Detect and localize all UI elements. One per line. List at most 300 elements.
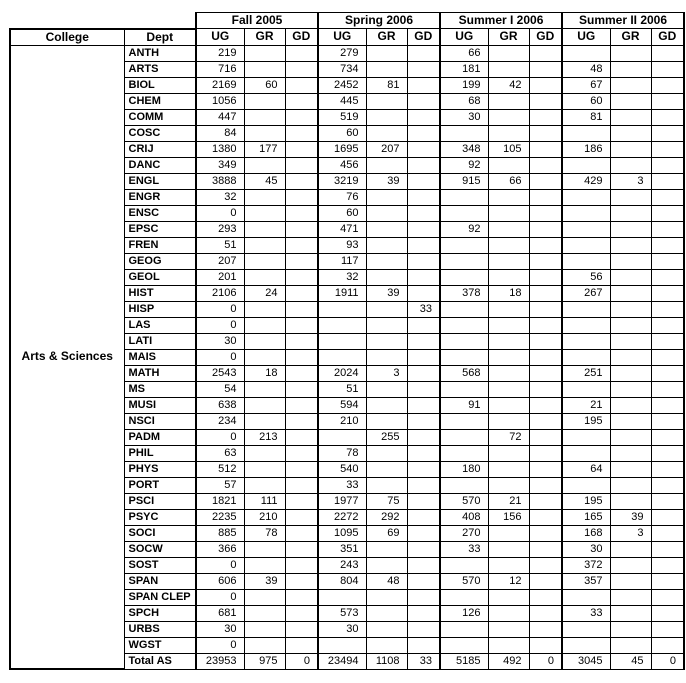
value-cell: 18	[244, 365, 285, 381]
value-cell	[285, 637, 318, 653]
value-cell: 33	[407, 301, 440, 317]
value-cell: 1095	[318, 525, 366, 541]
value-cell	[562, 477, 610, 493]
value-cell	[407, 109, 440, 125]
value-cell: 39	[366, 173, 407, 189]
dept-cell: COSC	[124, 125, 196, 141]
value-cell: 24	[244, 285, 285, 301]
value-cell	[651, 253, 684, 269]
value-cell	[366, 461, 407, 477]
value-cell: 594	[318, 397, 366, 413]
value-cell: 3	[610, 525, 651, 541]
dept-cell: MUSI	[124, 397, 196, 413]
value-cell	[244, 637, 285, 653]
value-cell	[562, 349, 610, 365]
value-cell	[285, 381, 318, 397]
value-cell	[285, 397, 318, 413]
value-cell: 606	[196, 573, 244, 589]
level-header: GR	[366, 29, 407, 46]
value-cell	[285, 269, 318, 285]
value-cell	[562, 637, 610, 653]
value-cell	[440, 445, 488, 461]
value-cell	[529, 621, 562, 637]
value-cell: 75	[366, 493, 407, 509]
value-cell	[366, 477, 407, 493]
value-cell: 349	[196, 157, 244, 173]
value-cell: 93	[318, 237, 366, 253]
value-cell	[440, 621, 488, 637]
value-cell	[529, 285, 562, 301]
value-cell	[407, 253, 440, 269]
value-cell	[610, 205, 651, 221]
value-cell: 568	[440, 365, 488, 381]
value-cell	[610, 93, 651, 109]
level-header: GD	[529, 29, 562, 46]
value-cell: 45	[244, 173, 285, 189]
value-cell	[285, 461, 318, 477]
value-cell	[610, 109, 651, 125]
value-cell	[407, 637, 440, 653]
value-cell	[610, 285, 651, 301]
value-cell	[529, 445, 562, 461]
value-cell: 3045	[562, 653, 610, 669]
value-cell	[285, 221, 318, 237]
value-cell: 81	[562, 109, 610, 125]
value-cell	[529, 477, 562, 493]
value-cell	[488, 45, 529, 61]
value-cell: 181	[440, 61, 488, 77]
value-cell	[244, 301, 285, 317]
level-header: UG	[562, 29, 610, 46]
value-cell	[610, 365, 651, 381]
value-cell	[651, 493, 684, 509]
level-header: UG	[318, 29, 366, 46]
value-cell	[651, 141, 684, 157]
value-cell: 1056	[196, 93, 244, 109]
value-cell	[610, 253, 651, 269]
value-cell: 39	[244, 573, 285, 589]
value-cell	[651, 173, 684, 189]
value-cell	[407, 285, 440, 301]
value-cell	[610, 397, 651, 413]
value-cell	[610, 221, 651, 237]
value-cell: 348	[440, 141, 488, 157]
value-cell	[285, 605, 318, 621]
value-cell	[529, 333, 562, 349]
value-cell: 84	[196, 125, 244, 141]
value-cell: 0	[285, 653, 318, 669]
value-cell: 186	[562, 141, 610, 157]
dept-cell: PSYC	[124, 509, 196, 525]
value-cell: 0	[196, 205, 244, 221]
value-cell	[407, 61, 440, 77]
value-cell	[366, 205, 407, 221]
value-cell	[562, 445, 610, 461]
value-cell	[366, 349, 407, 365]
value-cell	[488, 589, 529, 605]
value-cell	[244, 477, 285, 493]
value-cell	[651, 285, 684, 301]
value-cell	[366, 237, 407, 253]
value-cell	[244, 381, 285, 397]
value-cell: 2169	[196, 77, 244, 93]
value-cell	[651, 429, 684, 445]
value-cell	[366, 45, 407, 61]
value-cell: 1821	[196, 493, 244, 509]
value-cell	[562, 589, 610, 605]
value-cell: 72	[488, 429, 529, 445]
value-cell	[318, 349, 366, 365]
value-cell: 0	[196, 317, 244, 333]
value-cell: 30	[440, 109, 488, 125]
dept-cell: URBS	[124, 621, 196, 637]
value-cell: 177	[244, 141, 285, 157]
dept-cell: PADM	[124, 429, 196, 445]
value-cell	[529, 637, 562, 653]
value-cell	[440, 205, 488, 221]
value-cell	[610, 45, 651, 61]
value-cell: 3	[366, 365, 407, 381]
value-cell	[366, 189, 407, 205]
value-cell: 0	[196, 637, 244, 653]
value-cell	[529, 173, 562, 189]
value-cell	[366, 61, 407, 77]
value-cell	[529, 269, 562, 285]
value-cell	[610, 381, 651, 397]
dept-cell: WGST	[124, 637, 196, 653]
value-cell: 60	[318, 205, 366, 221]
value-cell	[610, 189, 651, 205]
value-cell	[651, 109, 684, 125]
value-cell: 69	[366, 525, 407, 541]
value-cell: 39	[366, 285, 407, 301]
value-cell	[610, 621, 651, 637]
value-cell: 975	[244, 653, 285, 669]
value-cell	[610, 301, 651, 317]
value-cell: 270	[440, 525, 488, 541]
value-cell	[407, 573, 440, 589]
value-cell	[610, 237, 651, 253]
value-cell: 63	[196, 445, 244, 461]
column-header-row	[10, 29, 684, 46]
value-cell	[610, 413, 651, 429]
value-cell	[440, 349, 488, 365]
value-cell	[407, 237, 440, 253]
value-cell: 156	[488, 509, 529, 525]
value-cell: 195	[562, 493, 610, 509]
dept-cell: PORT	[124, 477, 196, 493]
value-cell: 2024	[318, 365, 366, 381]
value-cell	[651, 605, 684, 621]
value-cell: 445	[318, 93, 366, 109]
value-cell: 3219	[318, 173, 366, 189]
value-cell: 111	[244, 493, 285, 509]
value-cell	[529, 493, 562, 509]
value-cell	[407, 77, 440, 93]
value-cell	[244, 157, 285, 173]
value-cell	[610, 349, 651, 365]
value-cell	[610, 157, 651, 173]
value-cell	[244, 237, 285, 253]
dept-cell: BIOL	[124, 77, 196, 93]
value-cell	[651, 589, 684, 605]
value-cell	[407, 525, 440, 541]
value-cell	[529, 205, 562, 221]
dept-cell: LAS	[124, 317, 196, 333]
value-cell	[529, 317, 562, 333]
value-cell: 2452	[318, 77, 366, 93]
value-cell: 68	[440, 93, 488, 109]
value-cell	[610, 589, 651, 605]
value-cell: 92	[440, 157, 488, 173]
value-cell	[440, 237, 488, 253]
dept-cell: PHIL	[124, 445, 196, 461]
value-cell	[610, 605, 651, 621]
value-cell	[366, 413, 407, 429]
value-cell	[488, 109, 529, 125]
value-cell: 372	[562, 557, 610, 573]
value-cell	[440, 333, 488, 349]
value-cell: 429	[562, 173, 610, 189]
value-cell	[488, 557, 529, 573]
value-cell	[488, 333, 529, 349]
value-cell	[366, 589, 407, 605]
value-cell	[562, 253, 610, 269]
value-cell	[562, 205, 610, 221]
value-cell	[285, 525, 318, 541]
level-header: GR	[488, 29, 529, 46]
value-cell: 1695	[318, 141, 366, 157]
value-cell: 60	[562, 93, 610, 109]
dept-cell: SPAN CLEP	[124, 589, 196, 605]
value-cell: 378	[440, 285, 488, 301]
value-cell: 351	[318, 541, 366, 557]
value-cell	[529, 525, 562, 541]
level-header: GD	[407, 29, 440, 46]
term-header-fall-2005: Fall 2005	[196, 13, 318, 29]
value-cell	[318, 589, 366, 605]
value-cell	[651, 637, 684, 653]
value-cell	[610, 461, 651, 477]
value-cell	[285, 93, 318, 109]
value-cell	[440, 301, 488, 317]
value-cell: 219	[196, 45, 244, 61]
value-cell	[285, 173, 318, 189]
value-cell	[285, 205, 318, 221]
dept-cell: GEOL	[124, 269, 196, 285]
value-cell: 32	[196, 189, 244, 205]
level-header: UG	[440, 29, 488, 46]
value-cell: 681	[196, 605, 244, 621]
value-cell	[407, 157, 440, 173]
value-cell: 279	[318, 45, 366, 61]
value-cell	[529, 237, 562, 253]
value-cell	[407, 589, 440, 605]
value-cell	[562, 221, 610, 237]
value-cell	[529, 605, 562, 621]
value-cell	[488, 93, 529, 109]
value-cell: 447	[196, 109, 244, 125]
dept-cell: PHYS	[124, 461, 196, 477]
dept-cell: ENGL	[124, 173, 196, 189]
table-body	[10, 45, 684, 669]
value-cell	[529, 157, 562, 173]
value-cell: 540	[318, 461, 366, 477]
value-cell	[440, 253, 488, 269]
dept-cell: EPSC	[124, 221, 196, 237]
value-cell: 2235	[196, 509, 244, 525]
value-cell	[407, 349, 440, 365]
value-cell	[407, 445, 440, 461]
value-cell	[407, 557, 440, 573]
value-cell	[488, 301, 529, 317]
value-cell	[366, 301, 407, 317]
value-cell	[651, 349, 684, 365]
value-cell: 1911	[318, 285, 366, 301]
value-cell: 56	[562, 269, 610, 285]
value-cell	[488, 541, 529, 557]
value-cell: 1108	[366, 653, 407, 669]
value-cell	[244, 621, 285, 637]
value-cell: 33	[407, 653, 440, 669]
dept-cell: SPAN	[124, 573, 196, 589]
value-cell: 81	[366, 77, 407, 93]
value-cell	[529, 541, 562, 557]
value-cell: 76	[318, 189, 366, 205]
value-cell	[562, 429, 610, 445]
value-cell: 492	[488, 653, 529, 669]
value-cell	[244, 253, 285, 269]
value-cell	[529, 573, 562, 589]
value-cell	[651, 461, 684, 477]
dept-cell: SOCW	[124, 541, 196, 557]
value-cell	[651, 61, 684, 77]
value-cell	[366, 157, 407, 173]
value-cell: 0	[196, 301, 244, 317]
value-cell	[407, 173, 440, 189]
dept-cell: NSCI	[124, 413, 196, 429]
value-cell	[244, 93, 285, 109]
value-cell	[244, 397, 285, 413]
value-cell	[651, 525, 684, 541]
value-cell	[610, 637, 651, 653]
value-cell	[407, 493, 440, 509]
value-cell	[244, 109, 285, 125]
value-cell: 366	[196, 541, 244, 557]
value-cell	[610, 141, 651, 157]
value-cell	[407, 477, 440, 493]
value-cell	[651, 557, 684, 573]
value-cell: 512	[196, 461, 244, 477]
value-cell	[285, 557, 318, 573]
value-cell	[610, 493, 651, 509]
value-cell: 2272	[318, 509, 366, 525]
value-cell	[529, 509, 562, 525]
value-cell	[285, 141, 318, 157]
value-cell	[440, 413, 488, 429]
value-cell: 213	[244, 429, 285, 445]
value-cell	[488, 61, 529, 77]
value-cell	[285, 365, 318, 381]
value-cell: 207	[366, 141, 407, 157]
value-cell	[610, 77, 651, 93]
term-header-row	[10, 13, 684, 29]
value-cell: 3	[610, 173, 651, 189]
value-cell	[285, 413, 318, 429]
value-cell	[529, 109, 562, 125]
value-cell	[244, 333, 285, 349]
value-cell	[285, 333, 318, 349]
term-header-summer-ii-2006: Summer II 2006	[562, 13, 684, 29]
value-cell	[407, 93, 440, 109]
value-cell	[488, 269, 529, 285]
value-cell	[407, 605, 440, 621]
value-cell: 30	[562, 541, 610, 557]
value-cell	[610, 445, 651, 461]
value-cell	[488, 381, 529, 397]
value-cell	[285, 301, 318, 317]
value-cell	[285, 509, 318, 525]
value-cell: 471	[318, 221, 366, 237]
blank-corner	[124, 13, 196, 29]
value-cell	[651, 477, 684, 493]
value-cell: 51	[196, 237, 244, 253]
value-cell: 67	[562, 77, 610, 93]
value-cell	[244, 189, 285, 205]
value-cell: 64	[562, 461, 610, 477]
dept-cell: MAIS	[124, 349, 196, 365]
value-cell	[440, 637, 488, 653]
dept-cell: GEOG	[124, 253, 196, 269]
value-cell	[651, 541, 684, 557]
value-cell	[651, 365, 684, 381]
value-cell	[285, 621, 318, 637]
value-cell	[610, 429, 651, 445]
value-cell	[285, 125, 318, 141]
value-cell: 570	[440, 573, 488, 589]
value-cell	[651, 221, 684, 237]
value-cell: 21	[562, 397, 610, 413]
value-cell	[562, 45, 610, 61]
value-cell	[562, 157, 610, 173]
value-cell	[366, 333, 407, 349]
value-cell: 0	[529, 653, 562, 669]
value-cell	[407, 381, 440, 397]
dept-cell: PSCI	[124, 493, 196, 509]
value-cell: 210	[318, 413, 366, 429]
value-cell: 207	[196, 253, 244, 269]
value-cell	[318, 637, 366, 653]
value-cell	[285, 189, 318, 205]
value-cell	[651, 205, 684, 221]
level-header: GD	[285, 29, 318, 46]
term-header-spring-2006: Spring 2006	[318, 13, 440, 29]
value-cell	[562, 381, 610, 397]
value-cell: 33	[318, 477, 366, 493]
table-row	[10, 45, 684, 61]
value-cell	[285, 477, 318, 493]
value-cell: 91	[440, 397, 488, 413]
value-cell	[651, 445, 684, 461]
enrollment-table	[9, 12, 685, 670]
value-cell: 0	[196, 349, 244, 365]
dept-cell: MATH	[124, 365, 196, 381]
value-cell	[529, 77, 562, 93]
value-cell: 570	[440, 493, 488, 509]
level-header: GR	[610, 29, 651, 46]
value-cell	[244, 221, 285, 237]
dept-cell: SPCH	[124, 605, 196, 621]
